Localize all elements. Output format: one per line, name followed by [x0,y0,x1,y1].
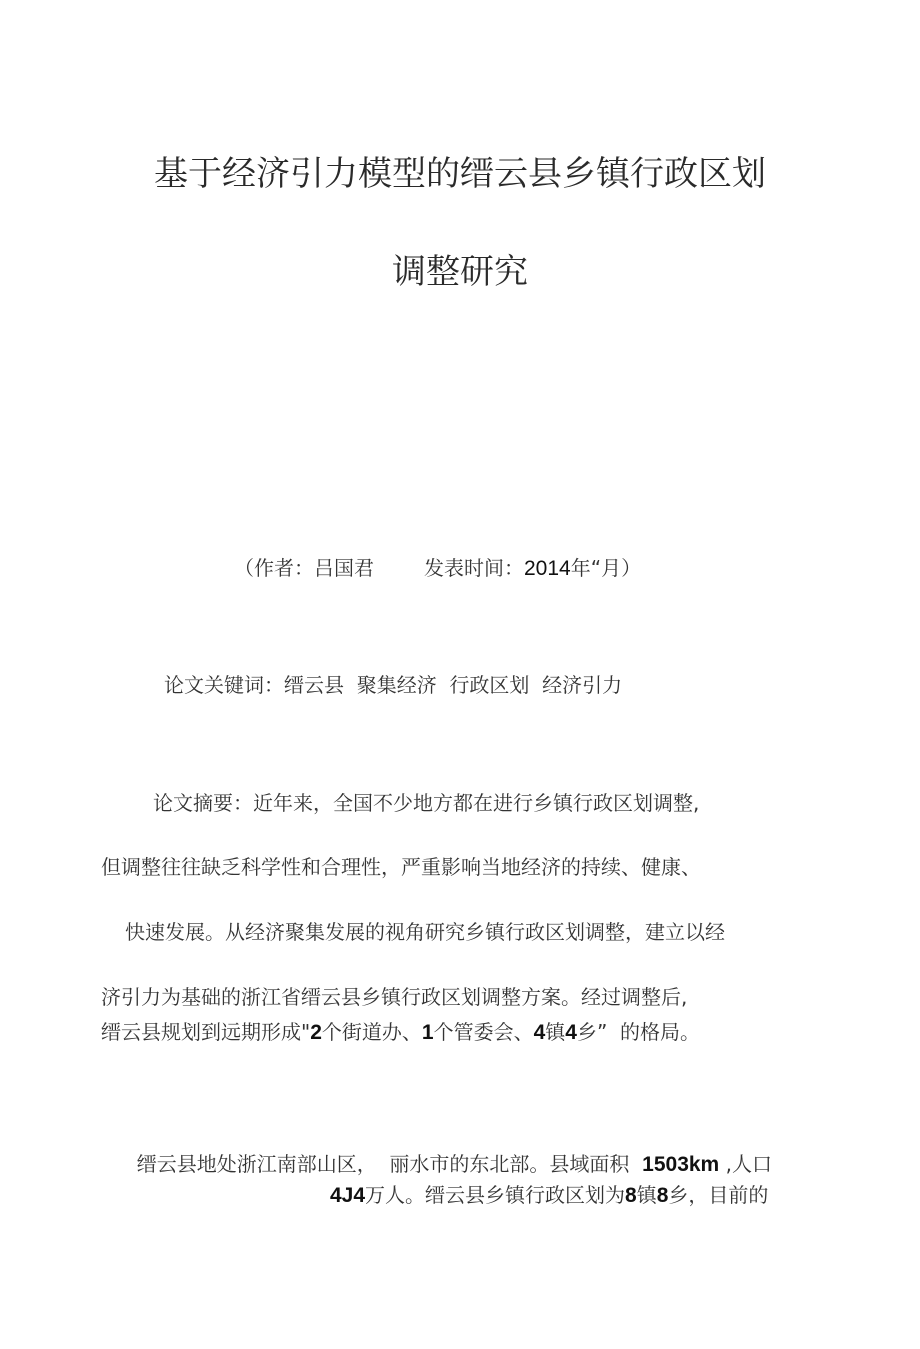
body-line-1-part-a: 缙云县地处浙江南部山区， 丽水市的东北部。县域面积 [136,1152,643,1176]
abstract-line-5-part-c: 个管委会、 [433,1020,534,1044]
body-line-1 [124,1128,772,1177]
body-line-2-part-c: 乡，目前的 [668,1183,769,1207]
abstract-line-2: 但调整往往缺乏科学性和合理性，严重影响当地经济的持续、健康、 [101,855,701,879]
body-line-2-part-b: 镇 [636,1183,657,1207]
abstract-line-5-part-b: 个街道办、 [321,1020,422,1044]
title-line-1: 基于经济引力模型的缙云县乡镇行政区划 [154,154,766,194]
township-count: 4 [565,1021,577,1044]
body-line-2-part-a: 万人。缙云县乡镇行政区划为 [365,1183,626,1207]
committee-count: 1 [421,1021,434,1044]
county-area: 1503km [642,1153,720,1176]
body-line-1-part-b: ,人口 [719,1152,772,1176]
abstract-line-4: 济引力为基础的浙江省缙云县乡镇行政区划调整方案。经过调整后, [101,985,688,1009]
population-value: 4J4 [330,1184,366,1207]
title-line-2: 调整研究 [392,252,528,292]
author-date-line [234,556,641,581]
body-line-2 [330,1183,768,1208]
street-office-count: 2 [310,1021,322,1044]
abstract-line-3: 快速发展。从经济聚集发展的视角研究乡镇行政区划调整，建立以经 [125,920,725,944]
abstract-line-5-part-a: 缙云县规划到远期形成" [101,1020,311,1044]
town-count-current: 8 [625,1184,637,1207]
abstract-line-5 [101,1020,700,1045]
keywords-line: 论文关键词：缙云县 聚集经济 行政区划 经济引力 [164,673,623,697]
township-count-current: 8 [656,1184,669,1207]
abstract-line-1: 论文摘要：近年来，全国不少地方都在进行乡镇行政区划调整, [153,791,700,815]
town-count: 4 [533,1021,546,1044]
publication-year: 2014 [524,557,571,580]
date-label: 发表时间： [424,556,524,580]
author-label: （作者：吕国君 [234,556,374,580]
abstract-line-5-part-e: 乡” 的格局。 [576,1020,701,1044]
abstract-line-5-part-d: 镇 [545,1020,566,1044]
date-suffix: 年“月） [570,556,642,580]
